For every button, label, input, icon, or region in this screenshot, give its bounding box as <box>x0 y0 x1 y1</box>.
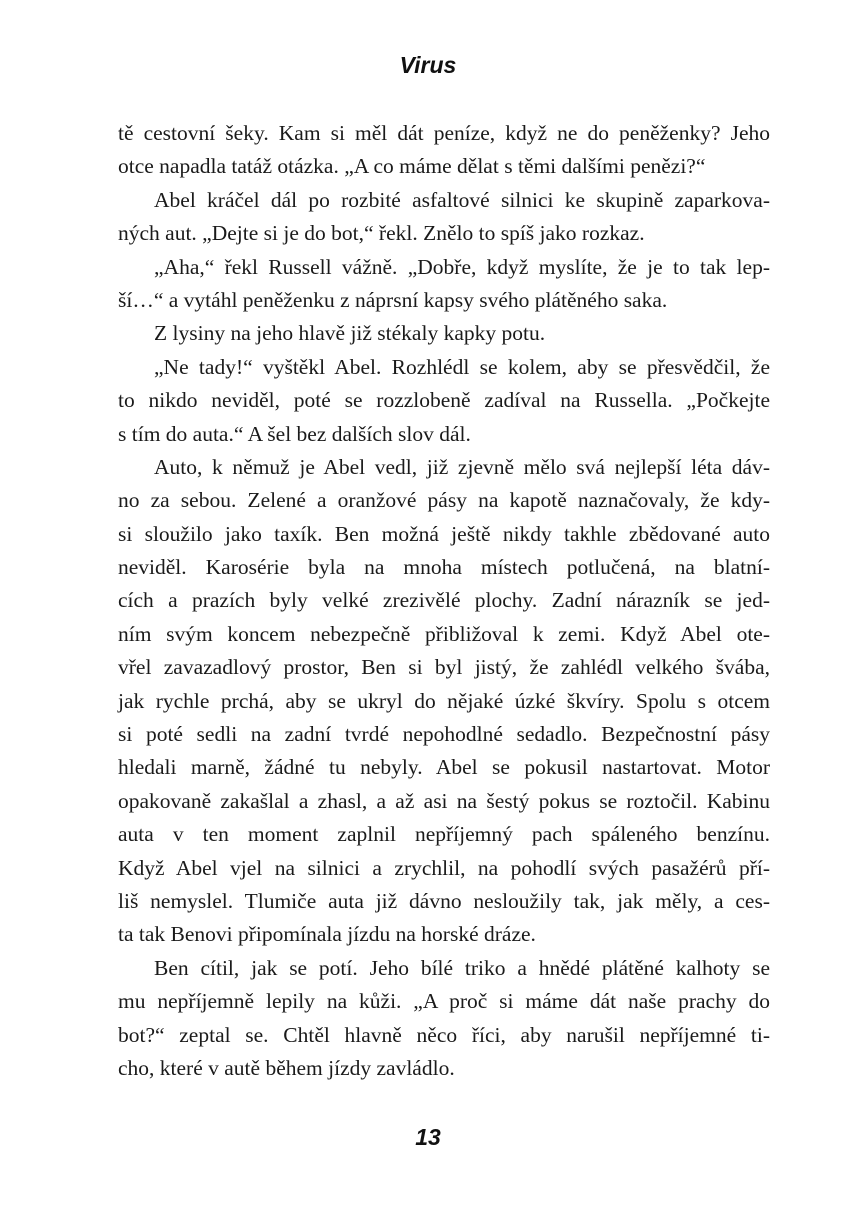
text-line: Když Abel vjel na silnici a zrychlil, na pohodlí svých pasažérů pří- <box>118 855 770 880</box>
text-line: s tím do auta.“ A šel bez dalších slov dál. <box>118 421 471 446</box>
text-line: „Aha,“ řekl Russell vážně. „Dobře, když myslíte, že je to tak lep- <box>154 254 770 279</box>
text-line: Abel kráčel dál po rozbité asfaltové silnici ke skupině zaparkova- <box>154 187 770 212</box>
text-line: ním svým koncem nebezpečně přibližoval k zemi. Když Abel ote- <box>118 621 770 646</box>
text-line: mu nepříjemně lepily na kůži. „A proč si máme dát naše prachy do <box>118 989 770 1014</box>
text-line: neviděl. Karosérie byla na mnoha místech potlučená, na blatní- <box>118 555 770 580</box>
body-text <box>118 117 770 1085</box>
text-line: si poté sedli na zadní tvrdé nepohodlné sedadlo. Bezpečnostní pásy <box>118 722 770 747</box>
text-line: cích a prazích byly velké zrezivělé plochy. Zadní nárazník se jed- <box>118 588 770 613</box>
text-line: hledali marně, žádné tu nebyly. Abel se pokusil nastartovat. Motor <box>118 755 770 780</box>
text-line: jak rychle prchá, aby se ukryl do nějaké úzké škvíry. Spolu s otcem <box>118 688 770 713</box>
text-line: ných aut. „Dejte si je do bot,“ řekl. Znělo to spíš jako rozkaz. <box>118 221 645 246</box>
text-line: Z lysiny na jeho hlavě již stékaly kapky potu. <box>154 321 546 346</box>
text-line: Auto, k němuž je Abel vedl, již zjevně mělo svá nejlepší léta dáv- <box>154 454 770 479</box>
text-line: to nikdo neviděl, poté se rozzlobeně zadíval na Russella. „Počkejte <box>118 388 770 413</box>
text-line: liš nemyslel. Tlumiče auta již dávno nesloužily tak, jak měly, a ces- <box>118 888 770 913</box>
text-line: opakovaně zakašlal a zhasl, a až asi na šestý pokus se roztočil. Kabinu <box>118 788 770 813</box>
text-line: ta tak Benovi připomínala jízdu na horské dráze. <box>118 922 536 947</box>
running-head-title: Virus <box>399 52 457 78</box>
text-line: auta v ten moment zaplnil nepříjemný pach spáleného benzínu. <box>118 822 770 847</box>
page-number: 13 <box>415 1124 441 1150</box>
text-line: ší…“ a vytáhl peněženku z náprsní kapsy svého plátěného saka. <box>118 287 668 312</box>
text-line: otce napadla tatáž otázka. „A co máme dělat s těmi dalšími penězi?“ <box>118 154 706 179</box>
text-line: Ben cítil, jak se potí. Jeho bílé triko a hnědé plátěné kalhoty se <box>154 955 770 980</box>
text-line: vřel zavazadlový prostor, Ben si byl jistý, že zahlédl velkého švába, <box>118 655 770 680</box>
text-line: cho, které v autě během jízdy zavládlo. <box>118 1055 455 1080</box>
text-line: tě cestovní šeky. Kam si měl dát peníze, když ne do peněženky? Jeho <box>118 121 770 145</box>
text-line: „Ne tady!“ vyštěkl Abel. Rozhlédl se kolem, aby se přesvědčil, že <box>154 354 770 379</box>
text-line: no za sebou. Zelené a oranžové pásy na kapotě naznačovaly, že kdy- <box>118 488 770 513</box>
text-line: bot?“ zeptal se. Chtěl hlavně něco říci, aby narušil nepříjemné ti- <box>118 1022 770 1047</box>
text-line: si sloužilo jako taxík. Ben možná ještě nikdy takhle zbědované auto <box>118 521 770 546</box>
